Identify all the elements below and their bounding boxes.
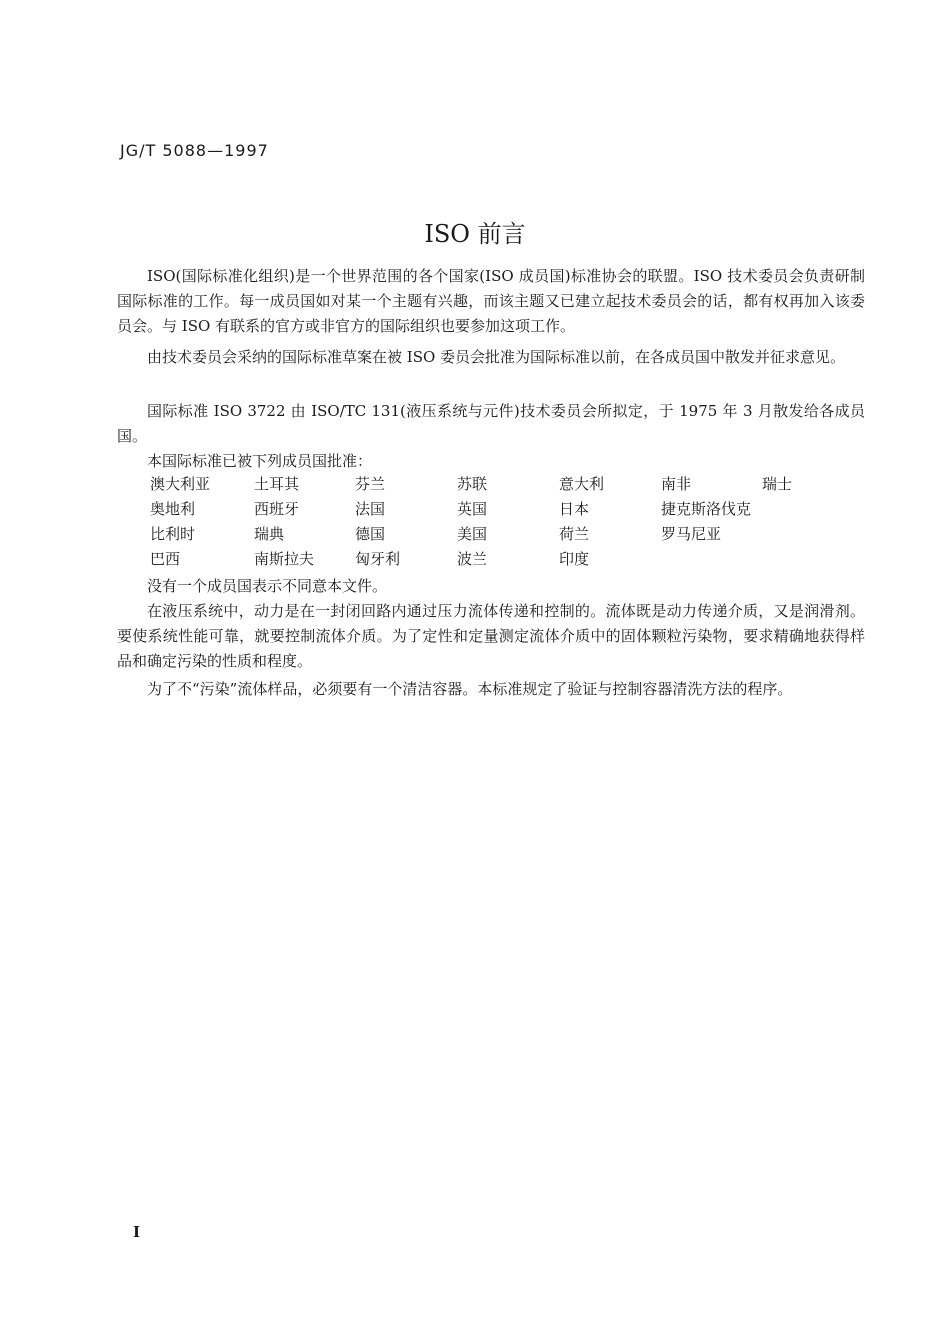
country-name: 英国: [457, 500, 488, 518]
country-row: [150, 548, 850, 573]
country-name: 荷兰: [559, 525, 590, 543]
paragraph-approval-intro: 本国际标准已被下列成员国批准：: [147, 452, 373, 470]
paragraph-iso-intro: ISO(国际标准化组织)是一个世界范围的各个国家(ISO 成员国)标准协会的联盟。ISO 技术委员会负责研制国际标准的工作。每一成员国如对某一个主题有兴趣，而该主题又已建立起技术委员会的话，都有权再加入该委员会。与 ISO 有联系的官方或非官方的国际组织也要参加这项工作。: [117, 267, 865, 335]
country-name: 土耳其: [254, 475, 300, 493]
page-title: ISO 前言: [424, 220, 526, 248]
country-name: 印度: [559, 550, 590, 568]
country-name: 芬兰: [355, 475, 386, 493]
country-name: 罗马尼亚: [661, 525, 722, 543]
country-name: 瑞士: [762, 475, 793, 493]
country-name: 巴西: [150, 550, 181, 568]
country-name: 匈牙利: [355, 550, 401, 568]
country-name: 瑞典: [254, 525, 285, 543]
country-name: 意大利: [559, 475, 605, 493]
country-name: 日本: [559, 500, 590, 518]
paragraph-draft-circulation: 由技术委员会采纳的国际标准草案在被 ISO 委员会批准为国际标准以前，在各成员国中散发并征求意见。: [147, 348, 846, 366]
country-name: 澳大利亚: [150, 475, 211, 493]
country-name: 捷克斯洛伐克: [661, 500, 752, 518]
country-name: 比利时: [150, 525, 196, 543]
country-name: 波兰: [457, 550, 488, 568]
paragraph-iso-3722: 国际标准 ISO 3722 由 ISO/TC 131(液压系统与元件)技术委员会所拟定，于 1975 年 3 月散发给各成员国。: [117, 402, 865, 445]
country-name: 德国: [355, 525, 386, 543]
standard-code: JG/T 5088—1997: [120, 141, 269, 160]
country-name: 美国: [457, 525, 488, 543]
country-name: 法国: [355, 500, 386, 518]
paragraph-no-objection: 没有一个成员国表示不同意本文件。: [147, 577, 388, 595]
country-name: 奥地利: [150, 500, 196, 518]
page-number: I: [133, 1223, 141, 1241]
country-name: 苏联: [457, 475, 488, 493]
country-name: 南斯拉夫: [254, 550, 315, 568]
paragraph-clean-container: 为了不“污染”流体样品，必须要有一个清洁容器。本标准规定了验证与控制容器清洗方法的程序。: [147, 680, 793, 698]
paragraph-hydraulic-systems: 在液压系统中，动力是在一封闭回路内通过压力流体传递和控制的。流体既是动力传递介质，又是润滑剂。要使系统性能可靠，就要控制流体介质。为了定性和定量测定流体介质中的固体颗粒污染物，要求精确地获得样品和确定污染的性质和程度。: [117, 602, 865, 670]
country-row: [150, 473, 850, 498]
country-name: 西班牙: [254, 500, 300, 518]
member-country-list: [150, 473, 850, 573]
country-name: 南非: [661, 475, 692, 493]
country-row: [150, 523, 850, 548]
country-row: [150, 498, 850, 523]
